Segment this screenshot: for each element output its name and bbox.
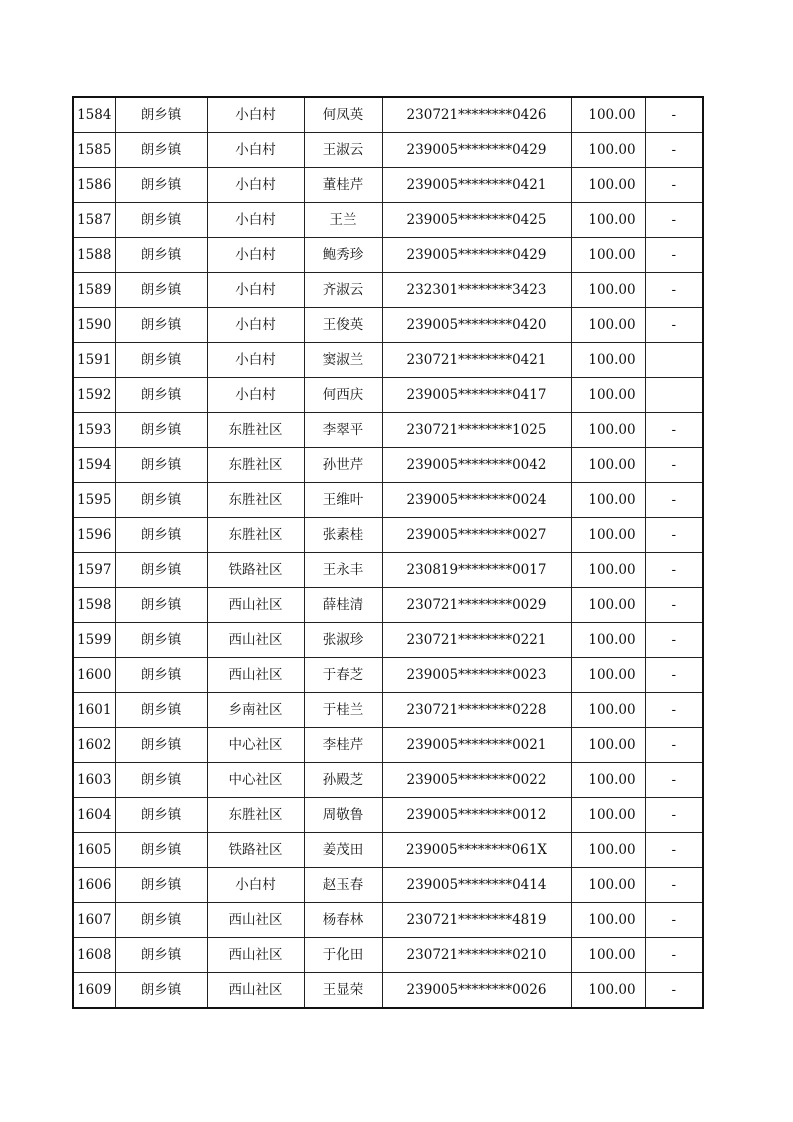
row-number: 1595 bbox=[73, 483, 115, 518]
table-row bbox=[73, 203, 703, 238]
village-cell: 西山社区 bbox=[207, 658, 304, 693]
id-number-cell: 230721********0421 bbox=[382, 343, 571, 378]
amount-cell: 100.00 bbox=[571, 798, 645, 833]
row-number: 1604 bbox=[73, 798, 115, 833]
village-cell: 小白村 bbox=[207, 273, 304, 308]
amount-cell: 100.00 bbox=[571, 168, 645, 203]
id-number-cell: 239005********0024 bbox=[382, 483, 571, 518]
town-cell: 朗乡镇 bbox=[115, 133, 207, 168]
amount-cell: 100.00 bbox=[571, 833, 645, 868]
row-number: 1589 bbox=[73, 273, 115, 308]
id-number-cell: 239005********0023 bbox=[382, 658, 571, 693]
town-cell: 朗乡镇 bbox=[115, 973, 207, 1009]
row-number: 1588 bbox=[73, 238, 115, 273]
town-cell: 朗乡镇 bbox=[115, 763, 207, 798]
id-number-cell: 239005********0417 bbox=[382, 378, 571, 413]
town-cell: 朗乡镇 bbox=[115, 728, 207, 763]
row-number: 1601 bbox=[73, 693, 115, 728]
village-cell: 西山社区 bbox=[207, 588, 304, 623]
person-name-cell: 薛桂清 bbox=[304, 588, 382, 623]
village-cell: 东胜社区 bbox=[207, 518, 304, 553]
town-cell: 朗乡镇 bbox=[115, 658, 207, 693]
remark-cell: - bbox=[645, 238, 703, 273]
village-cell: 乡南社区 bbox=[207, 693, 304, 728]
remark-cell: - bbox=[645, 868, 703, 903]
id-number-cell: 239005********0012 bbox=[382, 798, 571, 833]
table-row bbox=[73, 518, 703, 553]
row-number: 1609 bbox=[73, 973, 115, 1009]
table-row bbox=[73, 903, 703, 938]
person-name-cell: 李桂芹 bbox=[304, 728, 382, 763]
amount-cell: 100.00 bbox=[571, 973, 645, 1009]
person-name-cell: 董桂芹 bbox=[304, 168, 382, 203]
row-number: 1593 bbox=[73, 413, 115, 448]
amount-cell: 100.00 bbox=[571, 203, 645, 238]
town-cell: 朗乡镇 bbox=[115, 308, 207, 343]
id-number-cell: 230819********0017 bbox=[382, 553, 571, 588]
table-row bbox=[73, 693, 703, 728]
id-number-cell: 230721********0029 bbox=[382, 588, 571, 623]
row-number: 1586 bbox=[73, 168, 115, 203]
village-cell: 小白村 bbox=[207, 868, 304, 903]
town-cell: 朗乡镇 bbox=[115, 483, 207, 518]
amount-cell: 100.00 bbox=[571, 413, 645, 448]
town-cell: 朗乡镇 bbox=[115, 588, 207, 623]
village-cell: 西山社区 bbox=[207, 938, 304, 973]
table-row bbox=[73, 588, 703, 623]
amount-cell: 100.00 bbox=[571, 518, 645, 553]
remark-cell bbox=[645, 343, 703, 378]
town-cell: 朗乡镇 bbox=[115, 553, 207, 588]
table-row bbox=[73, 273, 703, 308]
person-name-cell: 李翠平 bbox=[304, 413, 382, 448]
amount-cell: 100.00 bbox=[571, 553, 645, 588]
remark-cell: - bbox=[645, 133, 703, 168]
remark-cell: - bbox=[645, 973, 703, 1009]
remark-cell: - bbox=[645, 413, 703, 448]
id-number-cell: 239005********0021 bbox=[382, 728, 571, 763]
table-row bbox=[73, 763, 703, 798]
id-number-cell: 239005********061X bbox=[382, 833, 571, 868]
table-row bbox=[73, 413, 703, 448]
table-row bbox=[73, 308, 703, 343]
amount-cell: 100.00 bbox=[571, 763, 645, 798]
table-row bbox=[73, 623, 703, 658]
table-row bbox=[73, 378, 703, 413]
amount-cell: 100.00 bbox=[571, 343, 645, 378]
town-cell: 朗乡镇 bbox=[115, 448, 207, 483]
person-name-cell: 王俊英 bbox=[304, 308, 382, 343]
id-number-cell: 230721********1025 bbox=[382, 413, 571, 448]
remark-cell: - bbox=[645, 763, 703, 798]
village-cell: 小白村 bbox=[207, 168, 304, 203]
table-row bbox=[73, 868, 703, 903]
table-row bbox=[73, 938, 703, 973]
id-number-cell: 230721********0228 bbox=[382, 693, 571, 728]
table-row bbox=[73, 798, 703, 833]
village-cell: 小白村 bbox=[207, 203, 304, 238]
id-number-cell: 239005********0421 bbox=[382, 168, 571, 203]
id-number-cell: 230721********4819 bbox=[382, 903, 571, 938]
person-name-cell: 于桂兰 bbox=[304, 693, 382, 728]
village-cell: 小白村 bbox=[207, 343, 304, 378]
id-number-cell: 239005********0042 bbox=[382, 448, 571, 483]
town-cell: 朗乡镇 bbox=[115, 413, 207, 448]
amount-cell: 100.00 bbox=[571, 378, 645, 413]
person-name-cell: 何凤英 bbox=[304, 97, 382, 133]
village-cell: 东胜社区 bbox=[207, 448, 304, 483]
village-cell: 东胜社区 bbox=[207, 413, 304, 448]
person-name-cell: 王维叶 bbox=[304, 483, 382, 518]
id-number-cell: 239005********0026 bbox=[382, 973, 571, 1009]
id-number-cell: 239005********0425 bbox=[382, 203, 571, 238]
town-cell: 朗乡镇 bbox=[115, 903, 207, 938]
remark-cell: - bbox=[645, 448, 703, 483]
village-cell: 西山社区 bbox=[207, 623, 304, 658]
row-number: 1591 bbox=[73, 343, 115, 378]
amount-cell: 100.00 bbox=[571, 938, 645, 973]
person-name-cell: 张淑珍 bbox=[304, 623, 382, 658]
table-row bbox=[73, 448, 703, 483]
remark-cell: - bbox=[645, 798, 703, 833]
amount-cell: 100.00 bbox=[571, 868, 645, 903]
person-name-cell: 于化田 bbox=[304, 938, 382, 973]
row-number: 1594 bbox=[73, 448, 115, 483]
id-number-cell: 239005********0429 bbox=[382, 238, 571, 273]
amount-cell: 100.00 bbox=[571, 693, 645, 728]
row-number: 1596 bbox=[73, 518, 115, 553]
amount-cell: 100.00 bbox=[571, 728, 645, 763]
remark-cell: - bbox=[645, 728, 703, 763]
remark-cell: - bbox=[645, 588, 703, 623]
remark-cell: - bbox=[645, 273, 703, 308]
village-cell: 铁路社区 bbox=[207, 553, 304, 588]
town-cell: 朗乡镇 bbox=[115, 168, 207, 203]
row-number: 1585 bbox=[73, 133, 115, 168]
village-cell: 中心社区 bbox=[207, 763, 304, 798]
table-row bbox=[73, 658, 703, 693]
remark-cell: - bbox=[645, 938, 703, 973]
remark-cell: - bbox=[645, 308, 703, 343]
remark-cell: - bbox=[645, 833, 703, 868]
row-number: 1606 bbox=[73, 868, 115, 903]
person-name-cell: 王显荣 bbox=[304, 973, 382, 1009]
person-name-cell: 杨春林 bbox=[304, 903, 382, 938]
village-cell: 西山社区 bbox=[207, 973, 304, 1009]
remark-cell: - bbox=[645, 903, 703, 938]
village-cell: 中心社区 bbox=[207, 728, 304, 763]
table-row bbox=[73, 553, 703, 588]
amount-cell: 100.00 bbox=[571, 903, 645, 938]
village-cell: 东胜社区 bbox=[207, 483, 304, 518]
town-cell: 朗乡镇 bbox=[115, 203, 207, 238]
amount-cell: 100.00 bbox=[571, 623, 645, 658]
amount-cell: 100.00 bbox=[571, 238, 645, 273]
person-name-cell: 孙殿芝 bbox=[304, 763, 382, 798]
town-cell: 朗乡镇 bbox=[115, 273, 207, 308]
person-name-cell: 张素桂 bbox=[304, 518, 382, 553]
row-number: 1597 bbox=[73, 553, 115, 588]
town-cell: 朗乡镇 bbox=[115, 938, 207, 973]
id-number-cell: 232301********3423 bbox=[382, 273, 571, 308]
town-cell: 朗乡镇 bbox=[115, 238, 207, 273]
row-number: 1590 bbox=[73, 308, 115, 343]
id-number-cell: 230721********0210 bbox=[382, 938, 571, 973]
amount-cell: 100.00 bbox=[571, 273, 645, 308]
roster-body bbox=[73, 97, 703, 1008]
town-cell: 朗乡镇 bbox=[115, 693, 207, 728]
village-cell: 小白村 bbox=[207, 97, 304, 133]
remark-cell: - bbox=[645, 483, 703, 518]
village-cell: 小白村 bbox=[207, 238, 304, 273]
row-number: 1592 bbox=[73, 378, 115, 413]
table-row bbox=[73, 133, 703, 168]
person-name-cell: 于春芝 bbox=[304, 658, 382, 693]
person-name-cell: 赵玉春 bbox=[304, 868, 382, 903]
amount-cell: 100.00 bbox=[571, 133, 645, 168]
table-row bbox=[73, 97, 703, 133]
row-number: 1600 bbox=[73, 658, 115, 693]
amount-cell: 100.00 bbox=[571, 588, 645, 623]
village-cell: 小白村 bbox=[207, 308, 304, 343]
id-number-cell: 239005********0429 bbox=[382, 133, 571, 168]
village-cell: 小白村 bbox=[207, 133, 304, 168]
person-name-cell: 王永丰 bbox=[304, 553, 382, 588]
amount-cell: 100.00 bbox=[571, 97, 645, 133]
person-name-cell: 齐淑云 bbox=[304, 273, 382, 308]
person-name-cell: 窦淑兰 bbox=[304, 343, 382, 378]
amount-cell: 100.00 bbox=[571, 308, 645, 343]
remark-cell bbox=[645, 378, 703, 413]
amount-cell: 100.00 bbox=[571, 448, 645, 483]
id-number-cell: 239005********0420 bbox=[382, 308, 571, 343]
town-cell: 朗乡镇 bbox=[115, 833, 207, 868]
remark-cell: - bbox=[645, 203, 703, 238]
town-cell: 朗乡镇 bbox=[115, 623, 207, 658]
remark-cell: - bbox=[645, 693, 703, 728]
town-cell: 朗乡镇 bbox=[115, 378, 207, 413]
row-number: 1587 bbox=[73, 203, 115, 238]
town-cell: 朗乡镇 bbox=[115, 518, 207, 553]
remark-cell: - bbox=[645, 518, 703, 553]
id-number-cell: 239005********0414 bbox=[382, 868, 571, 903]
person-name-cell: 姜茂田 bbox=[304, 833, 382, 868]
id-number-cell: 230721********0426 bbox=[382, 97, 571, 133]
remark-cell: - bbox=[645, 553, 703, 588]
table-row bbox=[73, 728, 703, 763]
table-row bbox=[73, 238, 703, 273]
town-cell: 朗乡镇 bbox=[115, 868, 207, 903]
table-row bbox=[73, 343, 703, 378]
town-cell: 朗乡镇 bbox=[115, 798, 207, 833]
row-number: 1598 bbox=[73, 588, 115, 623]
row-number: 1605 bbox=[73, 833, 115, 868]
id-number-cell: 230721********0221 bbox=[382, 623, 571, 658]
id-number-cell: 239005********0022 bbox=[382, 763, 571, 798]
row-number: 1599 bbox=[73, 623, 115, 658]
roster-table bbox=[72, 96, 704, 1009]
village-cell: 铁路社区 bbox=[207, 833, 304, 868]
row-number: 1607 bbox=[73, 903, 115, 938]
row-number: 1608 bbox=[73, 938, 115, 973]
amount-cell: 100.00 bbox=[571, 658, 645, 693]
table-row bbox=[73, 833, 703, 868]
village-cell: 西山社区 bbox=[207, 903, 304, 938]
row-number: 1603 bbox=[73, 763, 115, 798]
town-cell: 朗乡镇 bbox=[115, 97, 207, 133]
amount-cell: 100.00 bbox=[571, 483, 645, 518]
remark-cell: - bbox=[645, 658, 703, 693]
person-name-cell: 何西庆 bbox=[304, 378, 382, 413]
person-name-cell: 孙世芹 bbox=[304, 448, 382, 483]
person-name-cell: 周敬鲁 bbox=[304, 798, 382, 833]
remark-cell: - bbox=[645, 168, 703, 203]
person-name-cell: 王淑云 bbox=[304, 133, 382, 168]
table-row bbox=[73, 973, 703, 1009]
table-row bbox=[73, 168, 703, 203]
row-number: 1602 bbox=[73, 728, 115, 763]
person-name-cell: 鲍秀珍 bbox=[304, 238, 382, 273]
person-name-cell: 王兰 bbox=[304, 203, 382, 238]
remark-cell: - bbox=[645, 623, 703, 658]
id-number-cell: 239005********0027 bbox=[382, 518, 571, 553]
village-cell: 东胜社区 bbox=[207, 798, 304, 833]
remark-cell: - bbox=[645, 97, 703, 133]
table-row bbox=[73, 483, 703, 518]
row-number: 1584 bbox=[73, 97, 115, 133]
village-cell: 小白村 bbox=[207, 378, 304, 413]
town-cell: 朗乡镇 bbox=[115, 343, 207, 378]
